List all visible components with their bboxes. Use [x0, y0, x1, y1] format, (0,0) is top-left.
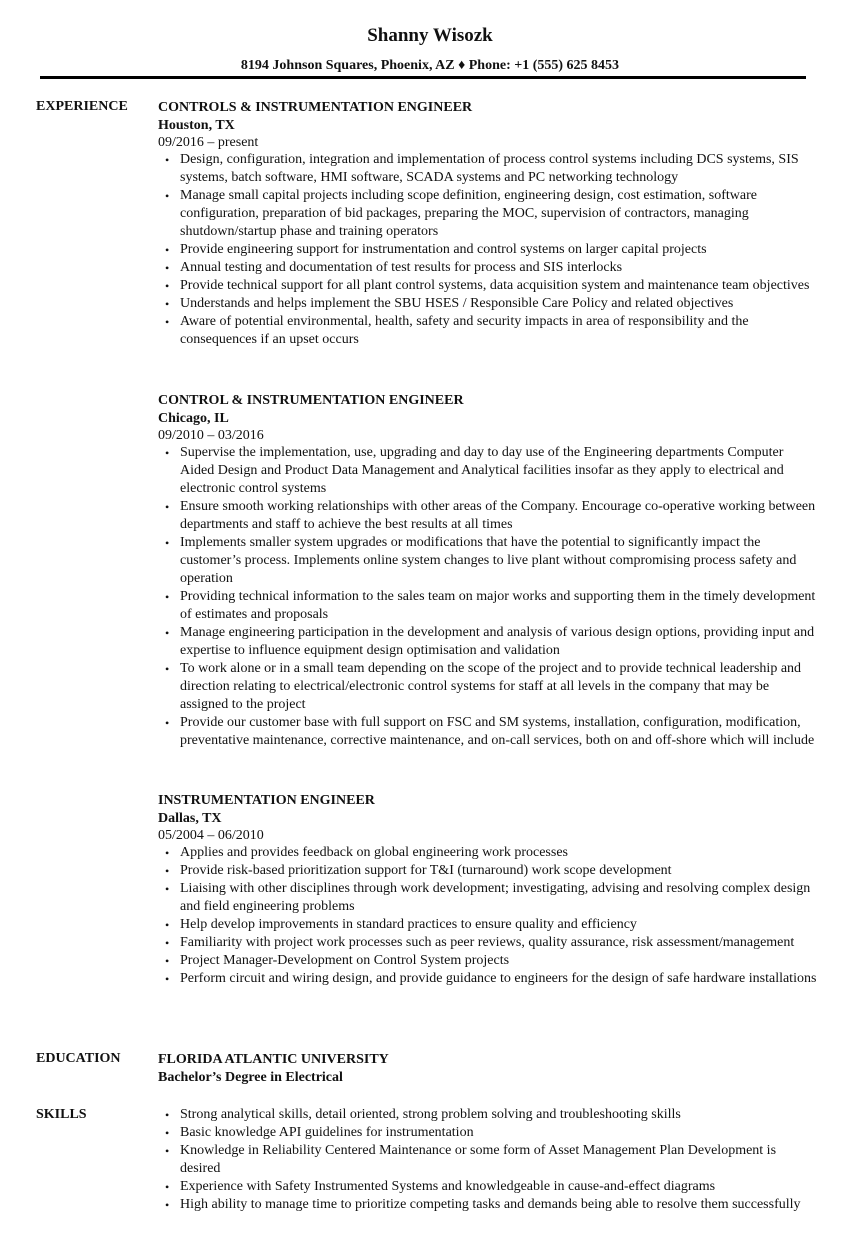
bullet-item: • Annual testing and documentation of test results for process and SIS interlocks [158, 259, 818, 277]
contact-info: 8194 Johnson Squares, Phoenix, AZ ♦ Phone: +1 (555) 625 8453 [240, 58, 620, 73]
bullet-item: • Project Manager-Development on Control System projects [158, 952, 818, 970]
job-title: INSTRUMENTATION ENGINEER [158, 793, 375, 808]
section-label-skills: SKILLS [36, 1107, 87, 1122]
job-entry [158, 791, 818, 988]
job-location: Chicago, IL [158, 411, 229, 426]
skill-item: • Experience with Safety Instrumented Systems and knowledgeable in cause-and-effect diagrams [158, 1178, 818, 1196]
job-entry [158, 391, 818, 750]
header-divider [40, 76, 806, 79]
job-location: Dallas, TX [158, 811, 222, 826]
section-label-experience: EXPERIENCE [36, 99, 128, 114]
job-entry [158, 98, 818, 349]
bullet-item: • Understands and helps implement the SBU HSES / Responsible Care Policy and related objectives [158, 295, 818, 313]
job-bullets [158, 844, 818, 988]
bullet-item: • To work alone or in a small team depending on the scope of the project and to provide technical leadership and direction relating to electrical/electronic control systems for staff at all levels in the company that may be assigned to the project [158, 660, 818, 714]
skills-list [158, 1106, 818, 1214]
bullet-item: • Familiarity with project work processes such as peer reviews, quality assurance, risk assessment/management [158, 934, 818, 952]
skill-item: • Knowledge in Reliability Centered Maintenance or some form of Asset Management Plan Development is desired [158, 1142, 818, 1178]
candidate-name: Shanny Wisozk [367, 25, 493, 46]
job-bullets [158, 151, 818, 349]
bullet-item: • Aware of potential environmental, health, safety and security impacts in area of responsibility and the consequences if an upset occurs [158, 313, 818, 349]
skill-item: • Basic knowledge API guidelines for instrumentation [158, 1124, 818, 1142]
bullet-item: • Perform circuit and wiring design, and provide guidance to engineers for the design of safe hardware installations [158, 970, 818, 988]
bullet-item: • Provide engineering support for instrumentation and control systems on larger capital projects [158, 241, 818, 259]
bullet-item: • Implements smaller system upgrades or modifications that have the potential to significantly impact the customer’s process. Implements online system changes to live plant without compromising process safety and operation [158, 534, 818, 588]
bullet-item: • Design, configuration, integration and implementation of process control systems including DCS systems, SIS systems, batch software, HMI software, SCADA systems and PC networking technology [158, 151, 818, 187]
job-title: CONTROLS & INSTRUMENTATION ENGINEER [158, 100, 473, 115]
section-label-education: EDUCATION [36, 1051, 121, 1066]
bullet-item: • Provide our customer base with full support on FSC and SM systems, installation, configuration, modification, preventative maintenance, corrective maintenance, and on-call services, both on and off-shore which will include [158, 714, 818, 750]
skill-item: • High ability to manage time to prioritize competing tasks and demands being able to resolve them successfully [158, 1196, 818, 1214]
job-title: CONTROL & INSTRUMENTATION ENGINEER [158, 393, 464, 408]
bullet-item: • Help develop improvements in standard practices to ensure quality and efficiency [158, 916, 818, 934]
job-dates: 05/2004 – 06/2010 [158, 828, 264, 843]
school-name: FLORIDA ATLANTIC UNIVERSITY [158, 1052, 389, 1067]
skill-item: • Strong analytical skills, detail oriented, strong problem solving and troubleshooting skills [158, 1106, 818, 1124]
degree: Bachelor’s Degree in Electrical [158, 1070, 343, 1085]
bullet-item: • Liaising with other disciplines through work development; investigating, advising and resolving complex design and field engineering problems [158, 880, 818, 916]
job-dates: 09/2010 – 03/2016 [158, 428, 264, 443]
education-entry [158, 1050, 818, 1087]
bullet-item: • Providing technical information to the sales team on major works and supporting them in the timely development of estimates and proposals [158, 588, 818, 624]
bullet-item: • Provide risk-based prioritization support for T&I (turnaround) work scope development [158, 862, 818, 880]
bullet-item: • Supervise the implementation, use, upgrading and day to day use of the Engineering departments Computer Aided Design and Product Data Management and Analytical facilities insofar as they apply to electrical and electronic control systems [158, 444, 818, 498]
bullet-item: • Manage small capital projects including scope definition, engineering design, cost estimation, software configuration, preparation of bid packages, preparing the MOC, supervision of contractors, managing shutdown/startup phase and training operators [158, 187, 818, 241]
job-bullets [158, 444, 818, 750]
job-location: Houston, TX [158, 118, 235, 133]
bullet-item: • Provide technical support for all plant control systems, data acquisition system and maintenance team objectives [158, 277, 818, 295]
bullet-item: • Manage engineering participation in the development and analysis of various design options, providing input and expertise to influence equipment design optimisation and validation [158, 624, 818, 660]
bullet-item: • Ensure smooth working relationships with other areas of the Company. Encourage co-operative working between departments and staff to achieve the best results at all times [158, 498, 818, 534]
job-dates: 09/2016 – present [158, 135, 259, 150]
bullet-item: • Applies and provides feedback on global engineering work processes [158, 844, 818, 862]
